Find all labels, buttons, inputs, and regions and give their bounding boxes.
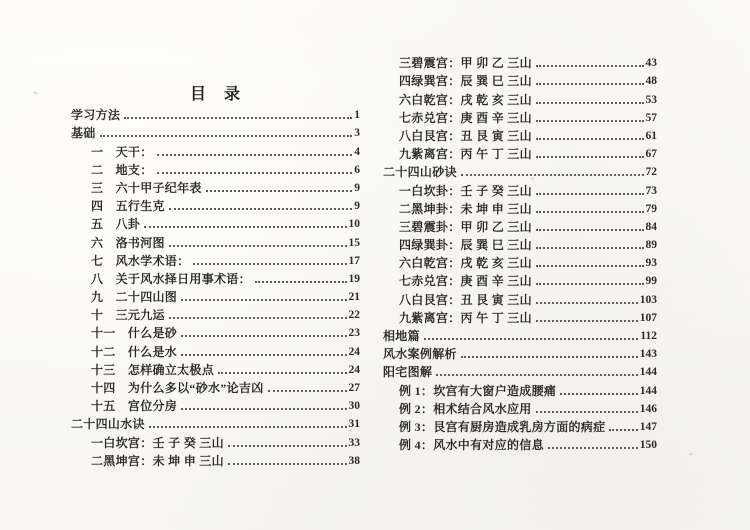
toc-entry-title: 二黑坤卦：未 坤 申 三山	[399, 201, 532, 216]
toc-entry	[383, 435, 657, 453]
toc-entry	[71, 269, 360, 287]
toc-entry-page-number: 22	[348, 309, 360, 322]
dot-leader	[218, 372, 346, 374]
toc-entry	[71, 214, 360, 232]
dot-leader	[169, 208, 352, 210]
dot-leader	[536, 320, 638, 322]
dot-leader	[536, 156, 644, 158]
toc-entry-title: 六 洛书河图	[91, 235, 165, 250]
dot-leader	[181, 299, 346, 301]
toc-entry-title: 一白坎卦：壬 子 癸 三山	[399, 183, 532, 198]
toc-entry-page-number: 146	[639, 402, 657, 415]
toc-entry-page-number: 17	[348, 254, 360, 267]
toc-entry-page-number: 4	[354, 145, 360, 158]
toc-entry-page-number: 21	[348, 291, 360, 304]
toc-entry-title: 六白乾宫：戌 乾 亥 三山	[399, 256, 532, 271]
dot-leader	[181, 408, 346, 410]
toc-entry	[383, 271, 657, 289]
toc-entry-title: 二 地支：	[91, 162, 153, 177]
toc-entry-title: 例 4：风水中有对应的信息	[399, 438, 544, 453]
toc-entry-page-number: 6	[354, 163, 360, 176]
toc-entry-title: 二十四山水诀	[71, 417, 145, 432]
toc-entry-title: 九 二十四山图	[91, 290, 178, 305]
dot-leader	[436, 374, 638, 376]
toc-entry-title: 相地篇	[383, 329, 420, 343]
toc-entry-title: 学习方法	[71, 108, 121, 123]
dot-leader	[536, 65, 644, 67]
dot-leader	[169, 245, 347, 247]
toc-entry-title: 一 天干：	[91, 144, 153, 159]
toc-entry-page-number: 99	[645, 275, 657, 288]
toc-entry-title: 例 3：艮宫有厨房造成乳房方面的病症	[399, 419, 606, 434]
toc-entry	[71, 323, 360, 341]
toc-entry-title: 十一 什么是砂	[91, 326, 178, 341]
toc-entry-title: 八 关于风水择日用事术语：	[91, 271, 251, 286]
toc-entry	[71, 378, 360, 396]
toc-entry	[71, 451, 360, 469]
toc-entry-page-number: 143	[639, 348, 657, 361]
dot-leader	[144, 226, 346, 228]
toc-entry	[71, 141, 360, 159]
dot-leader	[181, 354, 346, 356]
toc-entry-page-number: 67	[645, 148, 657, 161]
toc-entry	[383, 253, 657, 271]
toc-entry-page-number: 103	[639, 293, 657, 306]
dot-leader	[157, 172, 353, 174]
toc-entry-title: 六白乾宫：戌 乾 亥 三山	[399, 92, 532, 107]
toc-entry	[71, 178, 360, 196]
toc-entry	[383, 344, 657, 362]
dot-leader	[609, 429, 637, 431]
dot-leader	[548, 447, 638, 449]
toc-entry-title: 四 五行生克	[91, 199, 165, 214]
toc-entry	[383, 417, 657, 435]
dot-leader	[536, 83, 644, 85]
toc-entry-page-number: 53	[645, 93, 657, 106]
toc-entry-title: 七赤兑宫：庚 酉 辛 三山	[399, 274, 532, 289]
dot-leader	[536, 411, 638, 413]
toc-entry	[383, 108, 657, 126]
toc-entry-title: 三碧震卦：甲 卯 乙 三山	[399, 219, 532, 234]
toc-entry	[71, 105, 360, 123]
toc-entry-page-number: 23	[348, 327, 360, 340]
toc-entry-title: 例 2：相术结合风水应用	[399, 401, 532, 416]
toc-entry	[383, 217, 657, 235]
toc-entry	[71, 232, 360, 250]
toc-entry-title: 九紫离宫：丙 午 丁 三山	[399, 310, 532, 325]
toc-entry	[383, 180, 657, 198]
toc-entry-title: 三碧震宫：甲 卯 乙 三山	[399, 56, 532, 71]
dot-leader	[536, 120, 644, 122]
toc-entry	[71, 305, 360, 323]
toc-entry-title: 例 1：坎宫有大窗户造成腰痛	[399, 383, 557, 398]
toc-column-left	[71, 105, 360, 469]
toc-entry-page-number: 144	[639, 384, 657, 397]
toc-entry-page-number: 9	[354, 200, 360, 213]
toc-entry	[383, 199, 657, 217]
dot-leader	[560, 393, 638, 395]
toc-entry-title: 十四 为什么多以“砂水”论吉凶	[91, 381, 264, 395]
toc-entry-page-number: 84	[645, 220, 657, 233]
toc-entry-page-number: 30	[348, 400, 360, 413]
toc-entry-title: 七 风水学术语：	[91, 253, 190, 268]
toc-entry	[71, 414, 360, 432]
toc-entry-title: 四绿巽宫：辰 巽 巳 三山	[399, 74, 532, 89]
dot-leader	[536, 229, 644, 231]
toc-entry-page-number: 10	[348, 218, 360, 231]
dot-leader	[536, 211, 644, 213]
toc-entry	[383, 53, 657, 71]
dot-leader	[536, 102, 644, 104]
toc-entry-title: 十五 宫位分房	[91, 399, 178, 414]
toc-entry-title: 基础	[71, 126, 96, 141]
toc-entry-page-number: 31	[348, 418, 360, 431]
dot-leader	[461, 174, 644, 176]
dot-leader	[536, 247, 644, 249]
toc-entry-title: 八白艮宫：丑 艮 寅 三山	[399, 128, 532, 143]
toc-entry	[383, 380, 657, 398]
toc-entry-page-number: 147	[639, 420, 657, 433]
toc-entry	[383, 308, 657, 326]
toc-entry-title: 十 三元九运	[91, 308, 165, 323]
toc-entry-page-number: 9	[354, 181, 360, 194]
dot-leader	[424, 338, 638, 340]
toc-entry	[383, 289, 657, 307]
toc-entry-page-number: 38	[348, 454, 360, 467]
toc-entry-page-number: 112	[640, 330, 657, 342]
toc-entry-page-number: 27	[348, 382, 360, 394]
toc-entry-title: 七赤兑宫：庚 酉 辛 三山	[399, 110, 532, 125]
toc-column-right	[383, 53, 657, 453]
dot-leader	[169, 317, 347, 319]
toc-entry-page-number: 144	[639, 366, 657, 379]
dot-leader	[536, 265, 644, 267]
dot-leader	[536, 193, 644, 195]
dot-leader	[228, 463, 347, 465]
toc-entry-page-number: 93	[645, 257, 657, 270]
dot-leader	[536, 283, 644, 285]
toc-entry-title: 八白艮宫：丑 艮 寅 三山	[399, 292, 532, 307]
toc-entry	[71, 341, 360, 359]
toc-entry-title: 二十四山砂诀	[383, 165, 457, 180]
dot-leader	[268, 390, 347, 392]
dot-leader	[100, 135, 353, 137]
dot-leader	[255, 281, 347, 283]
toc-entry-page-number: 107	[639, 311, 657, 324]
scan-artifact	[531, 177, 534, 180]
dot-leader	[461, 356, 638, 358]
scan-artifact	[689, 453, 693, 456]
toc-entry-page-number: 33	[348, 436, 360, 449]
toc-entry	[383, 399, 657, 417]
toc-entry-title: 五 八卦	[91, 217, 141, 232]
toc-entry-page-number: 150	[639, 439, 657, 452]
toc-entry	[71, 287, 360, 305]
toc-entry-page-number: 79	[645, 202, 657, 215]
toc-entry-page-number: 61	[645, 129, 657, 142]
dot-leader	[536, 302, 638, 304]
toc-entry	[71, 196, 360, 214]
toc-entry-page-number: 24	[348, 345, 360, 358]
toc-entry	[383, 326, 657, 344]
dot-leader	[157, 154, 353, 156]
toc-entry	[383, 162, 657, 180]
toc-entry	[71, 160, 360, 178]
toc-entry-page-number: 1	[354, 109, 360, 122]
toc-entry-title: 二黑坤宫：未 坤 申 三山	[91, 453, 224, 468]
toc-entry	[383, 235, 657, 253]
page-title: 目 录	[189, 86, 241, 103]
toc-entry-page-number: 15	[348, 236, 360, 249]
toc-entry	[383, 362, 657, 380]
toc-entry	[383, 144, 657, 162]
toc-entry	[71, 251, 360, 269]
toc-entry	[71, 396, 360, 414]
toc-entry-title: 十二 什么是水	[91, 344, 178, 359]
toc-entry-title: 三 六十甲子纪年表	[91, 180, 202, 195]
toc-entry	[71, 432, 360, 450]
toc-entry-page-number: 24	[348, 363, 360, 376]
toc-entry	[383, 89, 657, 107]
toc-entry	[383, 71, 657, 89]
toc-entry-page-number: 43	[645, 57, 657, 70]
toc-entry	[71, 123, 360, 141]
dot-leader	[536, 138, 644, 140]
toc-entry-page-number: 89	[645, 239, 657, 252]
dot-leader	[228, 445, 347, 447]
dot-leader	[206, 190, 353, 192]
dot-leader	[193, 263, 346, 265]
dot-leader	[124, 117, 352, 119]
toc-entry-page-number: 72	[645, 166, 657, 179]
toc-entry-title: 阳宅图解	[383, 365, 433, 380]
scan-artifact	[33, 91, 38, 95]
dot-leader	[181, 335, 346, 337]
toc-entry-page-number: 57	[645, 111, 657, 124]
toc-entry-title: 九紫离宫：丙 午 丁 三山	[399, 147, 532, 162]
toc-entry-page-number: 73	[645, 184, 657, 197]
toc-entry-title: 四绿巽卦：辰 巽 巳 三山	[399, 238, 532, 253]
toc-entry-page-number: 19	[348, 272, 360, 285]
toc-entry-page-number: 3	[354, 127, 360, 140]
toc-entry	[383, 126, 657, 144]
toc-entry-title: 一白坎宫：壬 子 癸 三山	[91, 435, 224, 450]
toc-entry-title: 风水案例解析	[383, 347, 457, 362]
dot-leader	[149, 426, 347, 428]
toc-entry	[71, 360, 360, 378]
toc-entry-title: 十三 怎样确立太极点	[91, 362, 215, 377]
toc-entry-page-number: 48	[645, 75, 657, 88]
